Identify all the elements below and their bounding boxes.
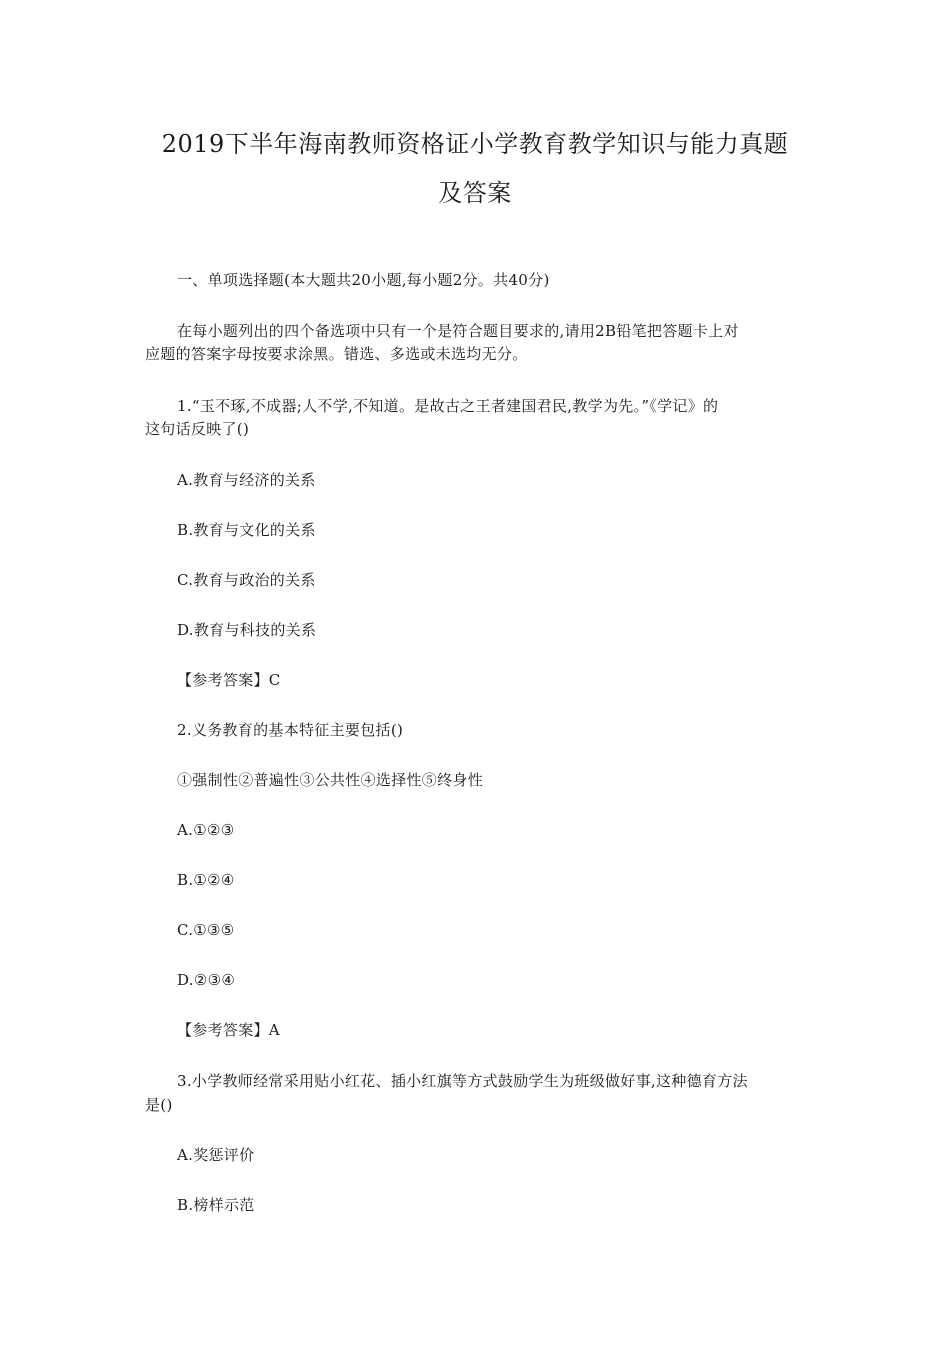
question-1-answer: 【参考答案】C (177, 671, 281, 689)
question-3-stem-line-2: 是() (145, 1096, 173, 1114)
question-1-option-b: B.教育与文化的关系 (177, 521, 316, 539)
question-2-stem-line-1: 2.义务教育的基本特征主要包括() (177, 721, 404, 739)
question-2-option-d: D.②③④ (177, 971, 236, 989)
question-1-option-a: A.教育与经济的关系 (177, 471, 316, 489)
question-1-option-d: D.教育与科技的关系 (177, 621, 317, 639)
question-2-option-c: C.①③⑤ (177, 921, 235, 939)
instructions-line-2: 应题的答案字母按要求涂黑。错选、多选或未选均无分。 (145, 345, 528, 363)
question-1-option-c: C.教育与政治的关系 (177, 571, 316, 589)
question-3-option-b: B.榜样示范 (177, 1196, 255, 1214)
question-2-answer: 【参考答案】A (177, 1021, 280, 1039)
question-1-stem-line-1: 1.“玉不琢,不成器;人不学,不知道。是故古之王者建国君民,教学为先。”《学记》的 (177, 397, 719, 415)
question-2-option-a: A.①②③ (177, 821, 235, 839)
question-3-stem-line-1: 3.小学教师经常采用贴小红花、插小红旗等方式鼓励学生为班级做好事,这种德育方法 (177, 1072, 748, 1090)
question-2-option-b: B.①②④ (177, 871, 235, 889)
question-2-items: ①强制性②普遍性③公共性④选择性⑤终身性 (177, 771, 484, 789)
document-title-line-1: 2019下半年海南教师资格证小学教育教学知识与能力真题 (161, 130, 789, 158)
instructions-line-1: 在每小题列出的四个备选项中只有一个是符合题目要求的,请用2B铅笔把答题卡上对 (177, 322, 739, 340)
question-1-stem-line-2: 这句话反映了() (145, 420, 250, 438)
document-title-line-2: 及答案 (438, 179, 512, 207)
section-heading: 一、单项选择题(本大题共20小题,每小题2分。共40分) (177, 271, 550, 289)
question-3-option-a: A.奖惩评价 (177, 1146, 255, 1164)
